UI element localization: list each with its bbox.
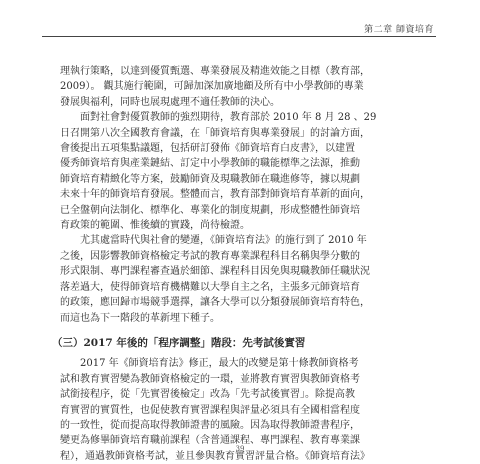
text-line: 變更為修畢師資培育職前課程（含普通課程、專門課程、教育專業課 <box>60 435 360 447</box>
text-line: 而這也為下一階段的革新埋下種子。 <box>60 312 220 324</box>
text-line: 2017 年《師資培育法》修正，最大的改變是第十條教師資格考 <box>80 358 359 370</box>
text-line: 的一致性，從而提高取得教師證書的風險。因為取得教師證書程序， <box>60 419 360 431</box>
text-line: 試銜接程序，從「先實習後檢定」改為「先考試後實習」。除提高教 <box>60 389 355 401</box>
text-line: 會後提出五項集點議題，包括研訂發佈《師資培育白皮書》，以建置 <box>60 143 355 155</box>
section-heading: （三）2017 年後的「程序調整」階段：先考試後實習 <box>52 336 306 349</box>
text-line: 發展與福利，同時也展現處理不適任教師的決心。 <box>60 96 280 108</box>
text-line: 的政策，應回歸市場競爭選擇，讓各大學可以分類發展師資培育特色， <box>60 297 370 309</box>
text-line: 理執行策略，以達到優質甄選、專業發展及精進效能之目標（教育部， <box>60 66 370 77</box>
text-line: 日召開第八次全國教育會議，在「師資培育與專業發展」的討論方面， <box>60 127 370 139</box>
text-line: 2009）。 觀其施行範圍，可歸加深加廣地顧及所有中小學教師的專業 <box>60 81 364 93</box>
text-line: 形式限制、專門課程審查過於細節、課程科目因免與現職教師任職狀況 <box>60 266 370 278</box>
paragraph <box>60 233 416 325</box>
text-line: 程），通過教師資格考試，並且參與教育實習評量合格。《師資培育法》 <box>60 450 370 462</box>
text-line: 師資培育精緻化等方案，鼓勵師資及現職教師在職進修等，據以規劃 <box>60 173 360 185</box>
paragraph <box>60 110 416 233</box>
text-line: 優秀師資培育與產業鏈結、訂定中小學教師的職能標準之法源，推動 <box>60 158 360 170</box>
text-line: 試和教育實習變為教師資格檢定的一環，並將教育實習與教師資格考 <box>60 373 360 385</box>
page-body <box>52 64 416 464</box>
text-line: 之後，因影響教師資格檢定考試的教育專業課程科目名稱與學分數的 <box>60 250 360 262</box>
text-line: 育政策的範圍、惟後續的實踐，尚待檢證。 <box>60 220 250 232</box>
paragraph <box>60 64 416 110</box>
header-rule <box>42 36 436 37</box>
page-number: 39 <box>235 445 245 453</box>
text-line: 面對社會對優質教師的強烈期待，教育部於 2010 年 8 月 28 、29 <box>80 112 377 124</box>
text-line: 尤其處當時代與社會的變遷，《師資培育法》的施行到了 2010 年 <box>80 235 367 247</box>
running-header: 第二章 師資培育 <box>364 25 434 35</box>
text-line: 未來十年的師資培育發展。整體而言，教育部對師資培育革新的面向， <box>60 189 370 201</box>
text-line: 落差過大，使得師資培育機構難以大學自主之名，主張多元師資培育 <box>60 281 360 293</box>
text-line: 已全盤朝向法制化、標準化、專業化的制度規劃，形成整體性師資培 <box>60 204 360 216</box>
text-line: 育實習的實質性，也促使教育實習課程與評量必須具有全國相當程度 <box>60 404 360 416</box>
